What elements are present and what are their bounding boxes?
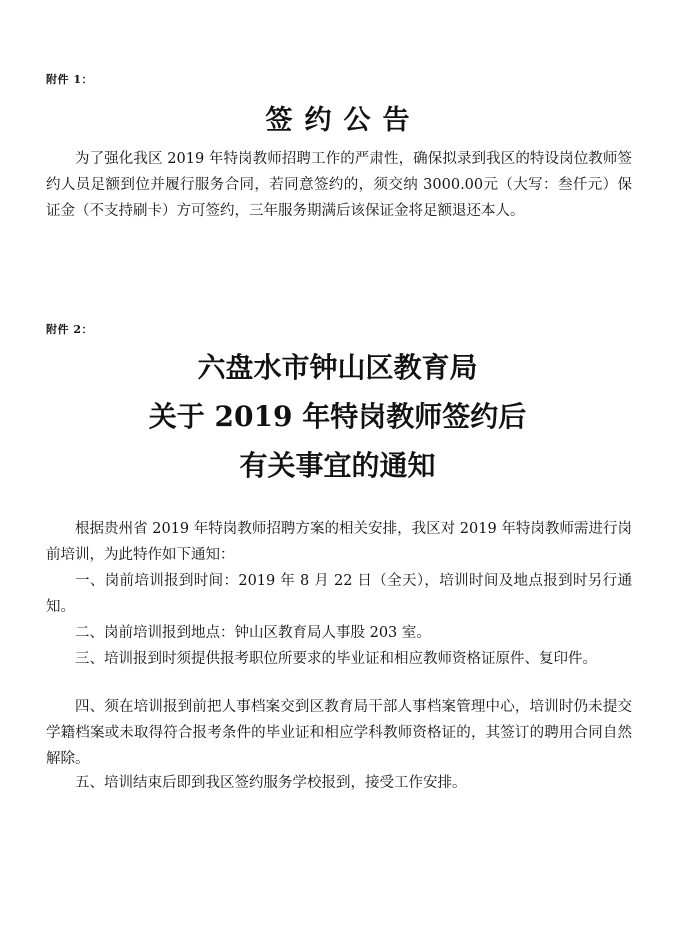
notice-intro-paragraph: 根据贵州省 2019 年特岗教师招聘方案的相关安排，我区对 2019 年特岗教师需进行岗前培训，为此特作如下通知： — [46, 521, 632, 563]
notice-item-1: 一、岗前培训报到时间：2019 年 8 月 22 日（全天），培训时间及地点报到时另行通知。 — [46, 573, 632, 615]
notice-item-2: 二、岗前培训报到地点：钟山区教育局人事股 203 室。 — [75, 625, 431, 641]
notice-title-line-3: 有关事宜的通知 — [239, 449, 436, 482]
attachment-1-label: 附件 1： — [46, 73, 93, 86]
attachment-2-label: 附件 2： — [46, 323, 93, 336]
signing-announcement-title: 签约公告 — [265, 105, 422, 136]
notice-item-4: 四、须在培训报到前把人事档案交到区教育局干部人事档案管理中心，培训时仍未提交学籍档案或未取得符合报考条件的毕业证和相应学科教师资格证的，其签订的聘用合同自然解除。 — [46, 699, 632, 767]
notice-title-line-2: 关于 2019 年特岗教师签约后 — [148, 400, 527, 433]
notice-item-5: 五、培训结束后即到我区签约服务学校报到，接受工作安排。 — [75, 775, 467, 791]
notice-item-3: 三、培训报到时须提供报考职位所要求的毕业证和相应教师资格证原件、复印件。 — [75, 651, 597, 667]
signing-announcement-body: 为了强化我区 2019 年特岗教师招聘工作的严肃性，确保拟录到我区的特设岗位教师签约人员足额到位并履行服务合同，若同意签约的，须交纳 3000.00元（大写：叁仟元）保证金（不支持刷卡）方可签约，三年服务期满后该保证金将足额退还本人。 — [46, 151, 632, 219]
notice-title-line-1: 六盘水市钟山区教育局 — [197, 351, 478, 384]
